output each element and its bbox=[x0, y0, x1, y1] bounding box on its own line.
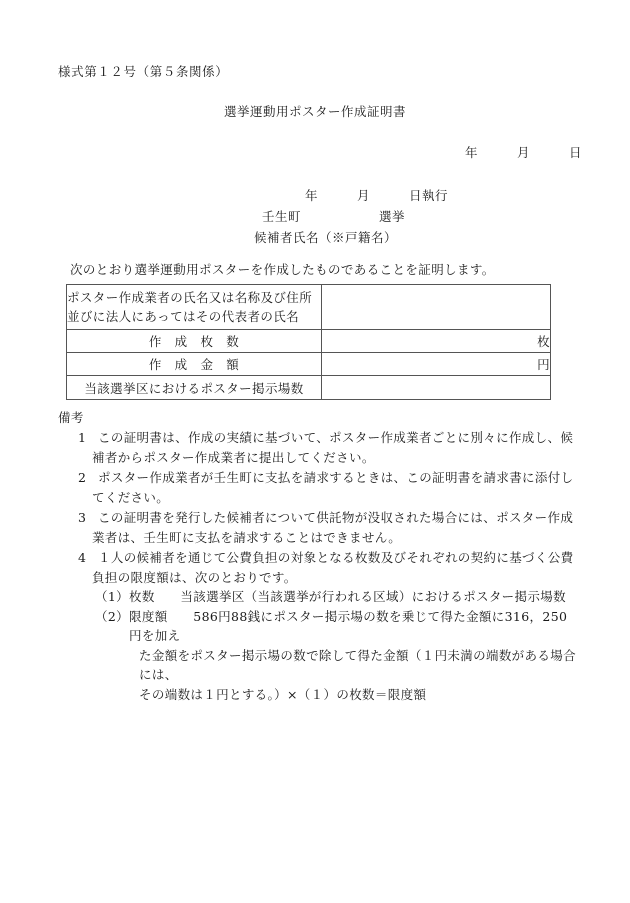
list-item bbox=[95, 607, 578, 705]
note-line: ポスター作成業者が壬生町に支払を請求するときは、この証明書を請求書に添付し bbox=[98, 470, 574, 485]
remarks-heading: 備考 bbox=[58, 410, 84, 425]
sub-note-line: 枚数 当該選挙区（当該選挙が行われる区域）におけるポスター掲示場数 bbox=[129, 589, 566, 604]
table-row bbox=[67, 285, 551, 330]
producer-value-field[interactable] bbox=[322, 285, 551, 330]
note-body-2 bbox=[92, 468, 578, 507]
row-label-sheet-count: 作 成 枚 数 bbox=[67, 330, 322, 353]
note-body-1 bbox=[92, 428, 578, 467]
candidate-name-line: 候補者氏名（※戸籍名） bbox=[254, 230, 398, 245]
sub-note-number-1: （1） bbox=[95, 589, 130, 604]
note-number-1: 1 bbox=[78, 430, 87, 445]
note-number-3: 3 bbox=[78, 510, 87, 525]
list-item bbox=[58, 548, 578, 587]
poster-board-count-value-field[interactable] bbox=[322, 376, 551, 400]
list-item bbox=[58, 508, 578, 547]
row-label-poster-board-count: 当該選挙区におけるポスター掲示場数 bbox=[67, 376, 322, 400]
note-body-3 bbox=[92, 508, 578, 547]
sub-note-line: た金額をポスター掲示場の数で除して得た金額（１円未満の端数がある場合には、 bbox=[139, 647, 576, 682]
sub-note-line: 限度額 586円88銭にポスター掲示場の数を乗じて得た金額に316，250円を加え bbox=[129, 608, 568, 643]
remarks-section bbox=[58, 408, 578, 704]
note-body-4 bbox=[92, 548, 578, 587]
table-row bbox=[67, 376, 551, 400]
election-info-block bbox=[0, 185, 630, 248]
table-row bbox=[67, 330, 551, 353]
producer-label-line1: ポスター作成業者の氏名又は名称及び住所 bbox=[67, 290, 313, 305]
issue-date-line: 年 月 日 bbox=[464, 145, 582, 160]
amount-value-field[interactable]: 円 bbox=[322, 353, 551, 376]
note-number-4: 4 bbox=[78, 550, 87, 565]
row-label-producer bbox=[67, 285, 322, 330]
list-item bbox=[58, 468, 578, 507]
sheet-count-value-field[interactable]: 枚 bbox=[322, 330, 551, 353]
note-line: この証明書は、作成の実績に基づいて、ポスター作成業者ごとに別々に作成し、候 bbox=[98, 430, 574, 445]
sub-note-number-2: （2） bbox=[95, 608, 130, 624]
note-line: この証明書を発行した候補者について供託物が没収された場合には、ポスター作成 bbox=[98, 510, 574, 525]
table-row bbox=[67, 353, 551, 376]
note-number-2: 2 bbox=[78, 470, 87, 485]
list-item bbox=[95, 587, 578, 607]
sub-note-body-1 bbox=[129, 587, 578, 607]
sub-note-line: その端数は１円とする。）×（１）の枚数＝限度額 bbox=[139, 686, 427, 702]
execution-date-line: 年 月 日執行 bbox=[305, 188, 449, 203]
note-line: 負担の限度額は、次のとおりです。 bbox=[92, 569, 297, 585]
note-line: 補者からポスター作成業者に提出してください。 bbox=[92, 449, 375, 465]
note-line: １人の候補者を通じて公費負担の対象となる枚数及びそれぞれの契約に基づく公費 bbox=[98, 550, 574, 565]
election-name-line: 壬生町 選挙 bbox=[262, 209, 406, 224]
poster-certificate-table bbox=[66, 284, 551, 400]
row-label-amount: 作 成 金 額 bbox=[67, 353, 322, 376]
note-line: てください。 bbox=[92, 489, 170, 505]
list-item bbox=[58, 428, 578, 467]
sub-note-body-2 bbox=[129, 607, 578, 705]
note-line: 業者は、壬生町に支払を請求することはできません。 bbox=[92, 529, 402, 545]
form-number: 様式第１２号（第５条関係） bbox=[58, 64, 229, 79]
certification-sentence: 次のとおり選挙運動用ポスターを作成したものであることを証明します。 bbox=[70, 262, 495, 277]
producer-label-line2: 並びに法人にあってはその代表者の氏名 bbox=[67, 309, 300, 324]
page-title: 選挙運動用ポスター作成証明書 bbox=[223, 104, 406, 119]
